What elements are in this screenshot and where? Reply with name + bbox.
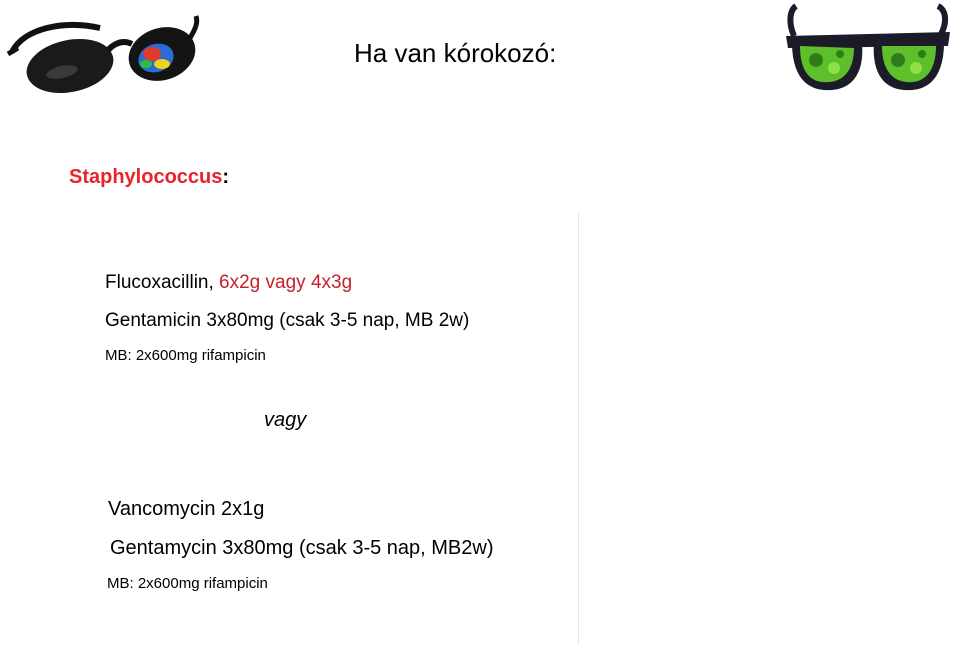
- regimen1-drug1: [105, 272, 352, 294]
- regimen1-drug1-dose: 6x2g vagy 4x3g: [219, 272, 353, 293]
- pathogen-name: Staphylococcus: [69, 166, 223, 188]
- glasses-green-bacteria-lens-icon: [780, 2, 956, 96]
- regimen2-drug2: Gentamycin 3x80mg (csak 3-5 nap, MB2w): [110, 537, 494, 559]
- section-heading: [69, 166, 229, 189]
- regimen1-drug2: Gentamicin 3x80mg (csak 3-5 nap, MB 2w): [105, 310, 470, 331]
- heading-colon: :: [222, 166, 230, 188]
- page-title: Ha van kórokozó:: [354, 38, 557, 68]
- regimen2-drug1: Vancomycin 2x1g: [108, 498, 265, 520]
- regimen1-drug1-name: Flucoxacillin,: [105, 272, 220, 293]
- sunglasses-colorful-lens-icon: [4, 8, 200, 96]
- vertical-divider: [578, 213, 579, 645]
- regimen2-note: MB: 2x600mg rifampicin: [107, 575, 268, 592]
- regimen1-note: MB: 2x600mg rifampicin: [105, 347, 266, 364]
- or-separator: vagy: [264, 409, 307, 431]
